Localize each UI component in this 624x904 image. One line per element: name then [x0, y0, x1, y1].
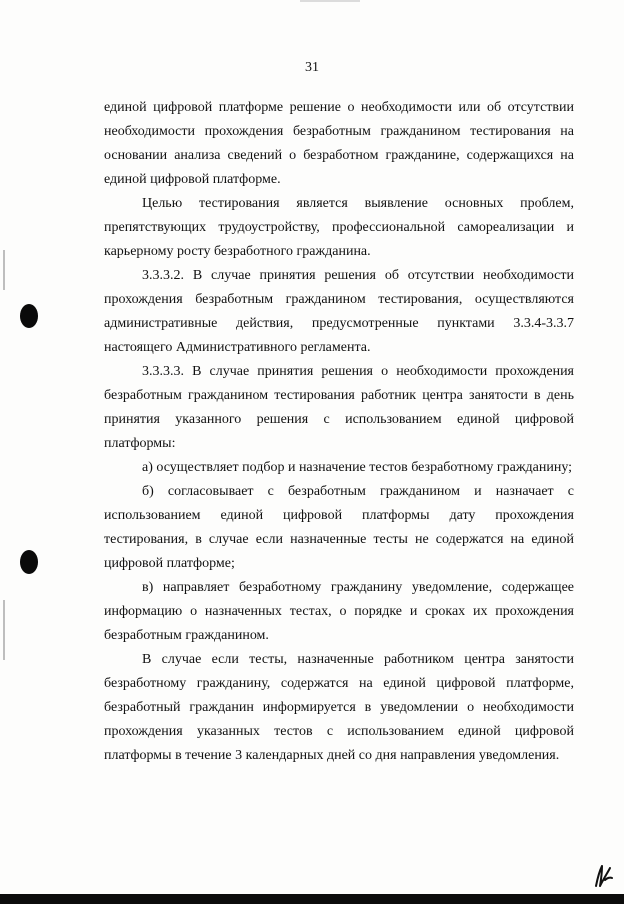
text-line: б) согласовывает с безработным гражданином и назначает с [142, 484, 574, 499]
paragraph-p2 [104, 192, 574, 264]
text-line: 3.3.3.2. В случае принятия решения об отсутствии необходимости [142, 268, 574, 283]
text-line: единой цифровой платформе. [104, 172, 281, 187]
text-line: принятия указанного решения с использованием единой цифровой [104, 412, 574, 427]
paragraph-p6 [104, 480, 574, 576]
punch-hole-bottom [20, 550, 38, 574]
text-line: платформы в течение 3 календарных дней со дня направления уведомления. [104, 748, 560, 763]
text-line: единой цифровой платформе решение о необходимости или об отсутствии [104, 100, 574, 115]
punch-hole-top [20, 304, 38, 328]
text-line: основании анализа сведений о безработном гражданине, содержащихся на [104, 148, 574, 163]
text-line: необходимости прохождения безработным гражданином тестирования на [104, 124, 574, 139]
text-line: карьерному росту безработного гражданина. [104, 244, 371, 259]
paragraph-p8 [104, 648, 574, 768]
text-line: прохождения безработным гражданином тестирования, осуществляются [104, 292, 574, 307]
scan-artifact-top [300, 0, 360, 2]
paragraph-p5 [104, 456, 574, 480]
text-line: тестирования, в случае если назначенные тесты не содержатся на единой [104, 532, 574, 547]
paragraph-p3 [104, 264, 574, 360]
text-line: препятствующих трудоустройству, профессиональной самореализации и [104, 220, 574, 235]
scan-edge-artifact [3, 250, 5, 290]
text-line: 3.3.3.3. В случае принятия решения о необходимости прохождения [142, 364, 574, 379]
text-line: безработный гражданин информируется в уведомлении о необходимости [104, 700, 574, 715]
text-line: прохождения указанных тестов с использованием единой цифровой [104, 724, 574, 739]
text-line: настоящего Административного регламента. [104, 340, 371, 355]
text-line: В случае если тесты, назначенные работником центра занятости [142, 652, 574, 667]
paragraph-p1 [104, 96, 574, 192]
text-line: безработным гражданином. [104, 628, 269, 643]
scan-edge-artifact [3, 600, 5, 660]
text-line: безработным гражданином тестирования работник центра занятости в день [104, 388, 574, 403]
text-line: а) осуществляет подбор и назначение тестов безработному гражданину; [142, 460, 573, 475]
text-line: платформы: [104, 436, 176, 451]
text-line: Целью тестирования является выявление основных проблем, [142, 196, 574, 211]
text-line: цифровой платформе; [104, 556, 235, 571]
document-body [104, 96, 574, 768]
text-line: информацию о назначенных тестах, о порядке и сроках их прохождения [104, 604, 574, 619]
text-line: использованием единой цифровой платформы дату прохождения [104, 508, 574, 523]
page-number: 31 [305, 60, 319, 75]
paragraph-p4 [104, 360, 574, 456]
handwritten-initials [592, 862, 614, 890]
text-line: административные действия, предусмотренные пунктами 3.3.4-3.3.7 [104, 316, 574, 331]
paragraph-p7 [104, 576, 574, 648]
text-line: безработному гражданину, содержатся на единой цифровой платформе, [104, 676, 574, 691]
text-line: в) направляет безработному гражданину уведомление, содержащее [142, 580, 574, 595]
scan-bottom-edge [0, 894, 624, 904]
